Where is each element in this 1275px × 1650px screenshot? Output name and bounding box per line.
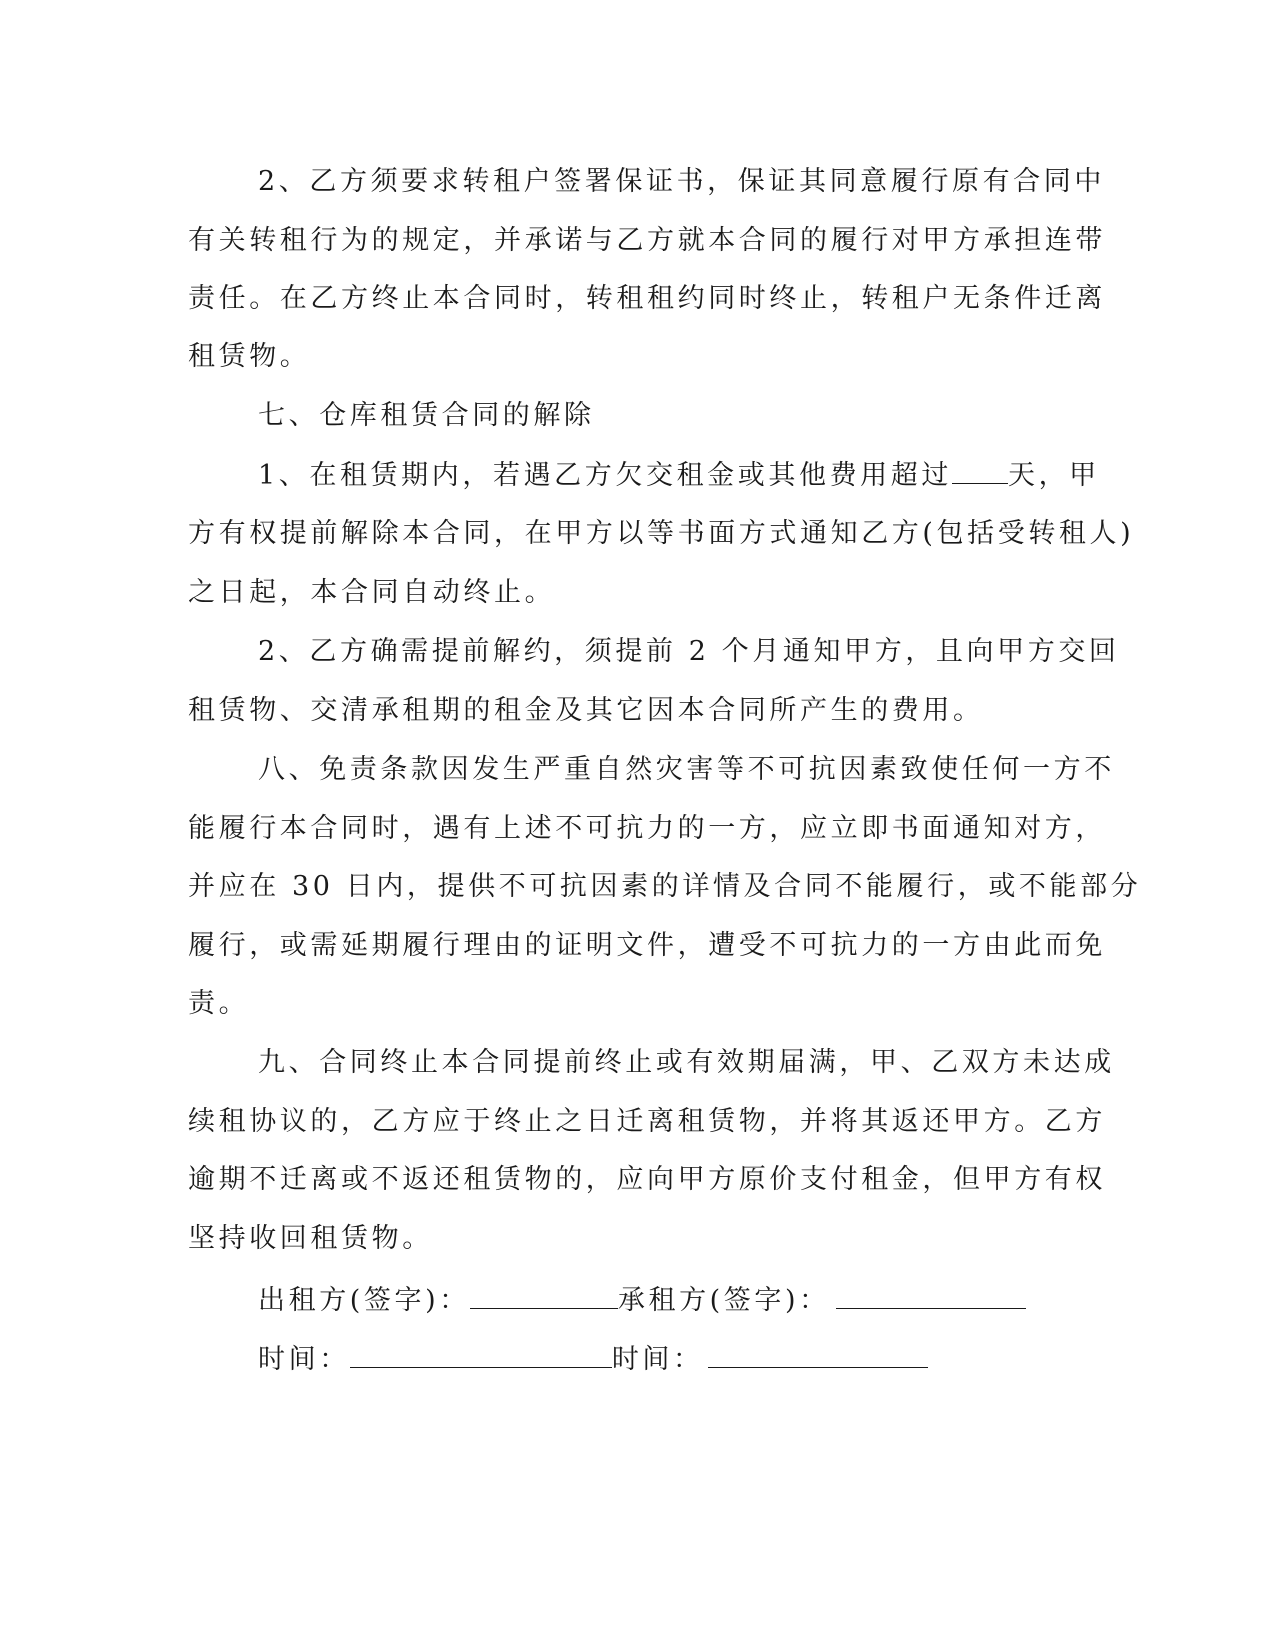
- time-row: [258, 1345, 928, 1373]
- section7-item1-line1-suffix: 天，甲: [1007, 460, 1100, 491]
- section8-line2: 能履行本合同时，遇有上述不可抗力的一方，应立即书面通知对方，: [188, 813, 1106, 844]
- lessee-time-label: 时间：: [611, 1344, 704, 1375]
- section7-item1-line3: 之日起，本合同自动终止。: [188, 577, 556, 608]
- lessor-signature-label: 出租方(签字)：: [258, 1285, 470, 1316]
- section9-line3: 逾期不迁离或不返还租赁物的，应向甲方原价支付租金，但甲方有权: [188, 1164, 1106, 1195]
- section7-item2-line2: 租赁物、交清承租期的租金及其它因本合同所产生的费用。: [188, 695, 984, 726]
- section6-item2-line1: 2、乙方须要求转租户签署保证书，保证其同意履行原有合同中: [258, 166, 1105, 197]
- section7-item1-line2: 方有权提前解除本合同，在甲方以等书面方式通知乙方(包括受转租人): [188, 518, 1135, 549]
- lessor-time-blank[interactable]: [350, 1345, 612, 1368]
- section8-line3: 并应在 30 日内，提供不可抗因素的详情及合同不能履行，或不能部分: [188, 871, 1142, 902]
- section7-item1-line1-prefix: 1、在租赁期内，若遇乙方欠交租金或其他费用超过: [258, 460, 952, 491]
- section7-heading: 七、仓库租赁合同的解除: [258, 400, 595, 431]
- lessee-signature-label: 承租方(签字)：: [617, 1285, 830, 1316]
- section6-item2-line3: 责任。在乙方终止本合同时，转租租约同时终止，转租户无条件迁离: [188, 283, 1106, 314]
- section8-line5: 责。: [188, 988, 250, 1019]
- section8-line4: 履行，或需延期履行理由的证明文件，遭受不可抗力的一方由此而免: [188, 930, 1106, 961]
- section7-item1-line1: [258, 461, 1100, 489]
- lessor-signature-blank[interactable]: [470, 1286, 618, 1309]
- lessor-time-label: 时间：: [258, 1344, 350, 1375]
- signature-row: [258, 1286, 1026, 1314]
- section6-item2-line4: 租赁物。: [188, 341, 311, 372]
- section8-line1: 八、免责条款因发生严重自然灾害等不可抗因素致使任何一方不: [258, 754, 1115, 785]
- section7-item2-line1: 2、乙方确需提前解约，须提前 2 个月通知甲方，且向甲方交回: [258, 636, 1120, 667]
- section9-line4: 坚持收回租赁物。: [188, 1223, 433, 1254]
- section6-item2-line2: 有关转租行为的规定，并承诺与乙方就本合同的履行对甲方承担连带: [188, 225, 1106, 256]
- days-blank: [952, 461, 1008, 484]
- section9-line1: 九、合同终止本合同提前终止或有效期届满，甲、乙双方未达成: [258, 1047, 1115, 1078]
- lessee-time-blank[interactable]: [708, 1345, 928, 1368]
- section9-line2: 续租协议的，乙方应于终止之日迁离租赁物，并将其返还甲方。乙方: [188, 1106, 1106, 1137]
- lessee-signature-blank[interactable]: [836, 1286, 1026, 1309]
